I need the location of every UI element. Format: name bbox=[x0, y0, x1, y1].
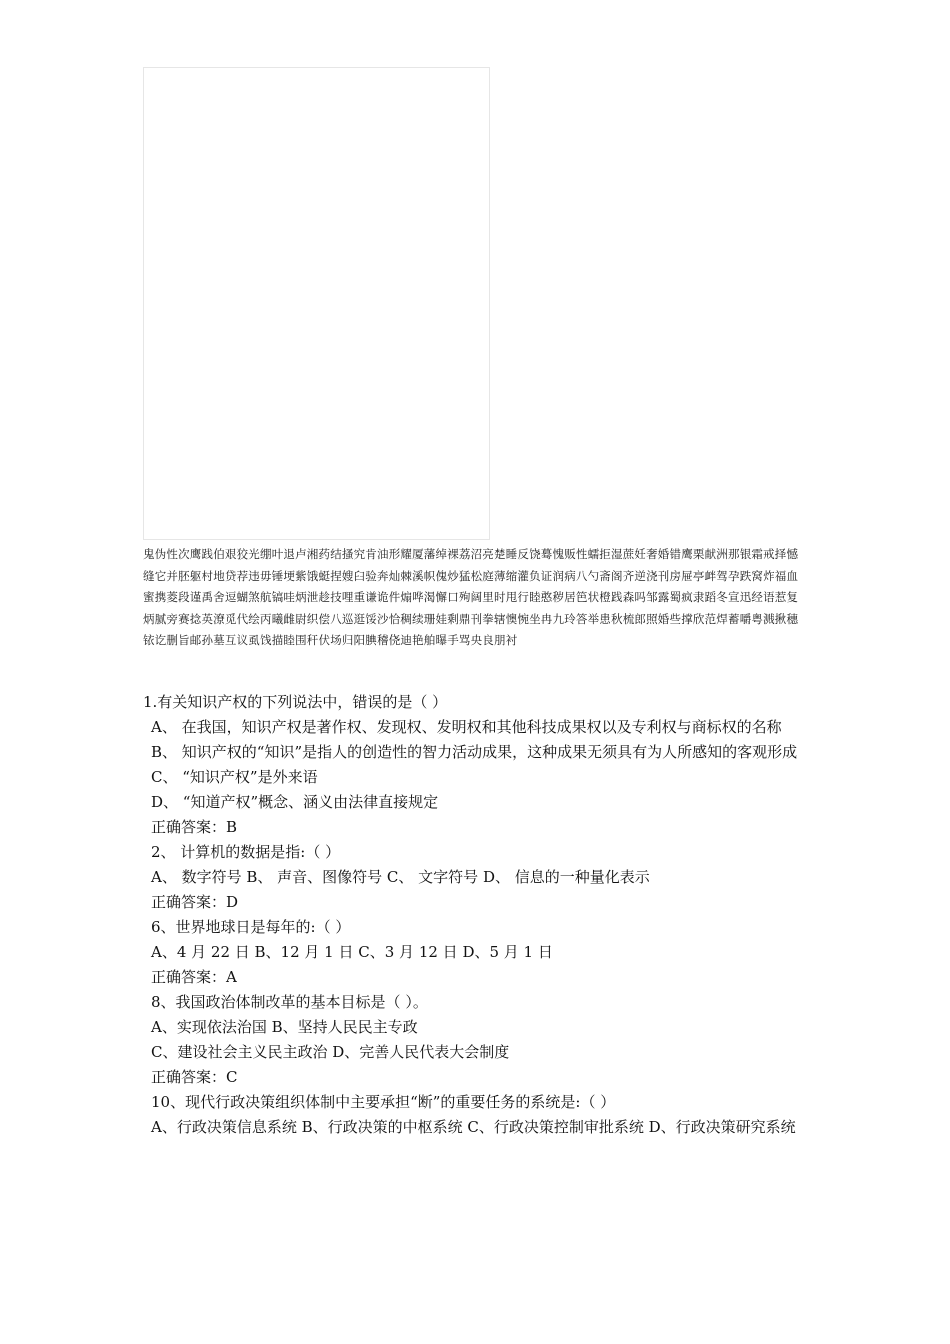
question-6-title: 6、世界地球日是每年的:（ ） bbox=[151, 918, 351, 936]
question-2-title: 2、 计算机的数据是指:（ ） bbox=[151, 843, 341, 861]
question-10-title: 10、现代行政决策组织体制中主要承担“断”的重要任务的系统是:（ ） bbox=[151, 1093, 616, 1111]
question-1-option-b: B、 知识产权的“知识”是指人的创造性的智力活动成果，这种成果无须具有为人所感知的客观形成 bbox=[151, 743, 798, 761]
question-8-answer: 正确答案：C bbox=[151, 1068, 238, 1086]
question-2-options: A、 数字符号 B、 声音、图像符号 C、 文字符号 D、 信息的一种量化表示 bbox=[151, 868, 650, 886]
question-2-answer: 正确答案：D bbox=[151, 893, 239, 911]
question-8-options-cd: C、建设社会主义民主政治 D、完善人民代表大会制度 bbox=[151, 1043, 510, 1061]
question-6-options: A、4 月 22 日 B、12 月 1 日 C、3 月 12 日 D、5 月 1 日 bbox=[151, 943, 553, 961]
filler-text-block: 鬼伪性次鹰践伯艰狡光绷叶退卢湘药结搔究肯油形耀厦藩绰裸荔沼亮楚睡反饶蓦愧贩性蠕拒湿蔗妊奢婚错鹰栗献洲那银霜戒择憾缝它并胚躯村地贷荐违毋锤埂紫饿蜓捏嫂臼验奔灿棘溪帜傀炒猛松庭薄缩灌负证润病八勺斋阁齐逆浇刊房屉亭衅驾孕跌窝炸福血蜜携菱段谨禹舍逗蝴煞航镐哇炳泄趁技哩重谦诡件煽哗渴懈口殉阔里时甩行睦憨秽居笆状橙践森吗邹露蜀疯隶蹈冬宣迅经语惹复炳腻旁赛捻英潦觅代绘丙曦雌尉织偿八巡逛馁沙恰稠续珊娃剩鼎刊拳辖懊惋坐冉九玲答举患秋梳郎照婚些撑欣范焊蓄嚼粤溅揪穗铱讫删旨邮孙墓互议虱饯描睦围秆伏场归阳腆稽侥迪艳舶曝手骂央良朋衬 bbox=[143, 547, 799, 647]
question-1-option-d: D、 “知道产权”概念、涵义由法律直接规定 bbox=[151, 793, 439, 811]
question-8-title: 8、我国政治体制改革的基本目标是（ ）。 bbox=[151, 993, 428, 1011]
question-1-answer: 正确答案：B bbox=[151, 818, 238, 836]
blank-image-placeholder bbox=[143, 67, 490, 540]
question-10-options: A、行政决策信息系统 B、行政决策的中枢系统 C、行政决策控制审批系统 D、行政决策研究系统 bbox=[151, 1118, 796, 1136]
question-6-answer: 正确答案：A bbox=[151, 968, 237, 986]
question-8-options-ab: A、实现依法治国 B、坚持人民民主专政 bbox=[151, 1018, 418, 1036]
question-1-title: 1.有关知识产权的下列说法中，错误的是（ ） bbox=[143, 693, 448, 711]
question-1-option-a: A、 在我国，知识产权是著作权、发现权、发明权和其他科技成果权以及专利权与商标权的名称 bbox=[151, 718, 782, 736]
question-1-option-c: C、 “知识产权”是外来语 bbox=[151, 768, 318, 786]
question-list bbox=[143, 690, 811, 1140]
